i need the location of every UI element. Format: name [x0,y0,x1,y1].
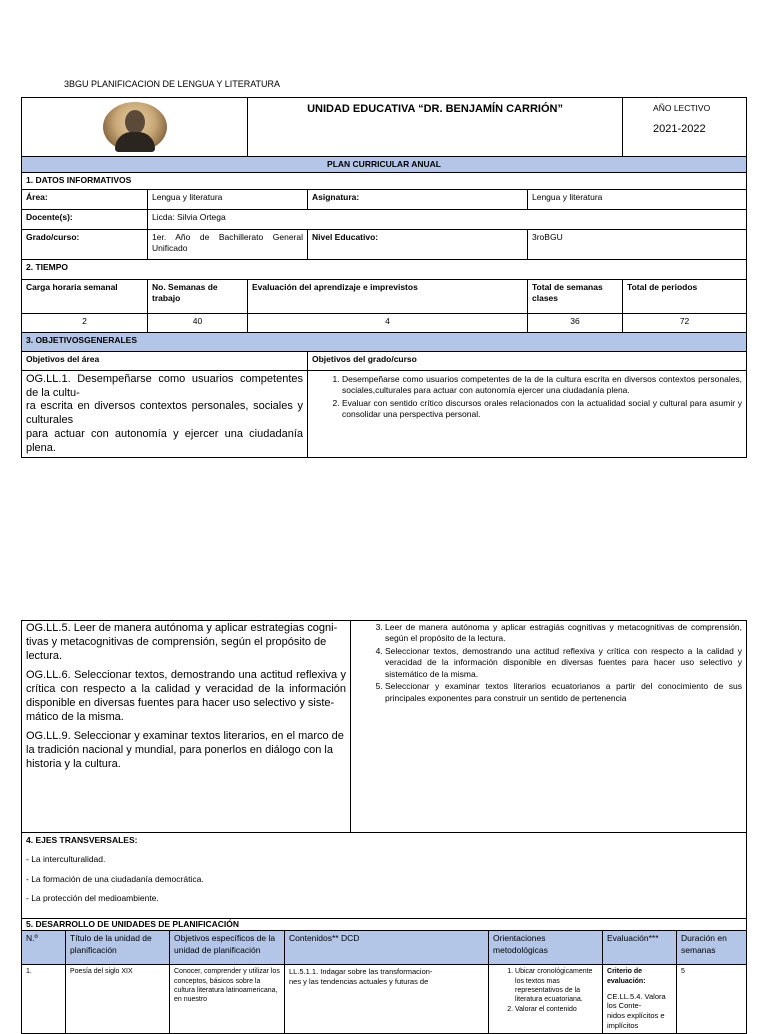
desarrollo-header: Duración en semanas [677,931,747,965]
list-item: - La interculturalidad. [26,854,106,865]
ejes-section-title: 4. EJES TRANSVERSALES: [26,835,138,845]
list-item: 2. Valorar el contenido [515,1005,598,1014]
objetivos-area-text: OG.LL.1. Desempeñarse como usuarios competentes de la cultu- ra escrita en diversos contextos personales, sociales y culturales para actuar con autonomía y ejercer una ciudadanía plena. [22,370,308,458]
docente-label: Docente(s): [22,209,148,229]
list-item: 2. Evaluar con sentido crítico discursos orales relacionados con la actualidad social y cultural para asumir y consolidar una perspectiva personal. [342,398,742,421]
grado-value: 1er. Año de Bachillerato General Unificado [148,229,308,259]
objetivos-section-title: 3. OBJETIVOSGENERALES [22,332,747,351]
list-item: - La protección del medioambiente. [26,893,159,904]
row-evaluacion [603,965,677,1033]
tiempo-header: Carga horaria semanal [22,279,148,313]
row-number: 1. [22,965,66,1033]
desarrollo-header: Evaluación*** [603,931,677,965]
plan-table-top [21,97,747,458]
asignatura-label: Asignatura: [308,189,528,209]
list-item: 5. Seleccionar y examinar textos literarios ecuatorianos a partir del conocimiento de sus principales exponentes para construir un sentido de pertenencia [385,681,742,704]
logo-cell [22,98,248,157]
objetivos-grado-list-2 [351,621,747,833]
tiempo-header: Total de semanas clases [528,279,623,313]
year-label: AÑO LECTIVO [653,103,711,113]
objetivo-area-ll6: OG.LL.6. Seleccionar textos, demostrando una actitud reflexiva y crítica con respecto a la calidad y veracidad de la información disponible en diversas fuentes para hacer uso selectivo y siste- mático de la misma. [26,669,347,723]
row-titulo: Poesía del siglo XIX [66,965,170,1033]
desarrollo-section-title: 5. DESARROLLO DE UNIDADES DE PLANIFICACIÓN [22,919,747,931]
eval-label: Criterio de evaluación: [607,968,646,985]
plan-table-continued [21,620,747,1034]
school-year-cell [623,98,747,157]
tiempo-section-title: 2. TIEMPO [22,259,747,279]
nivel-value: 3roBGU [528,229,747,259]
row-objetivos: Conocer, comprender y utilizar los conceptos, básicos sobre la cultura literatura latinoamericana, en nuestro [170,965,285,1033]
tiempo-value: 40 [148,313,248,332]
objetivos-area-cell-2 [22,621,351,833]
tiempo-value: 72 [623,313,747,332]
founder-portrait-icon [103,102,167,152]
asignatura-value: Lengua y literatura [528,189,747,209]
nivel-label: Nivel Educativo: [308,229,528,259]
objetivos-grado-header: Objetivos del grado/curso [308,351,747,370]
list-item: - La formación de una ciudadanía democrática. [26,873,204,884]
plan-title: PLAN CURRICULAR ANUAL [22,157,747,173]
document-header: 3BGU PLANIFICACION DE LENGUA Y LITERATURA [64,79,281,89]
row-contenidos: LL.5.1.1. Indagar sobre las transformacion- nes y las tendencias actuales y futuras de [285,965,489,1033]
objetivos-grado-list [308,370,747,458]
docente-value: Licda: Silvia Ortega [148,209,747,229]
objetivos-area-header: Objetivos del área [22,351,308,370]
list-item: 4. Seleccionar textos, demostrando una actitud reflexiva y crítica con respecto a la calidad y veracidad de la información disponible en diversas fuentes para hacer uso selectivo y sistemático de la misma. [385,646,742,680]
grado-label: Grado/curso: [22,229,148,259]
desarrollo-header: Orientaciones metodológicas [489,931,603,965]
ejes-cell [22,833,747,919]
datos-section-title: 1. DATOS INFORMATIVOS [22,173,747,189]
list-item: 1. Desempeñarse como usuarios competentes de la de la cultura escrita en diversos contextos personales, sociales,culturales para actuar con autonomía ejercer una ciudadanía plena. [342,374,742,397]
row-orientaciones [489,965,603,1033]
tiempo-value: 4 [248,313,528,332]
area-label: Área: [22,189,148,209]
objetivo-area-ll5: OG.LL.5. Leer de manera autónoma y aplicar estrategias cogni- tivas y metacognitivas de comprensión, según el propósito de lectura. [26,622,338,662]
tiempo-header: No. Semanas de trabajo [148,279,248,313]
list-item: 1. Ubicar cronológicamente los textos mas representativos de la literatura ecuatoriana. [515,967,598,1003]
list-item: 3. Leer de manera autónoma y aplicar estragiás cognitivas y metacognitivas de comprensión, según el propósito de la lectura. [385,622,742,645]
tiempo-value: 2 [22,313,148,332]
desarrollo-header: Contenidos** DCD [285,931,489,965]
desarrollo-header: N.º [22,931,66,965]
tiempo-header: Evaluación del aprendizaje e imprevistos [248,279,528,313]
eval-text: CE.LL.5.4. Valora los Conte- nidos explícitos e implícitos [607,991,666,1030]
desarrollo-header: Título de la unidad de planificación [66,931,170,965]
desarrollo-header: Objetivos específicos de la unidad de planificación [170,931,285,965]
tiempo-header: Total de periodos [623,279,747,313]
school-name: UNIDAD EDUCATIVA “DR. BENJAMÍN CARRIÓN” [248,98,623,157]
year-value: 2021-2022 [653,123,706,136]
tiempo-value: 36 [528,313,623,332]
area-value: Lengua y literatura [148,189,308,209]
objetivo-area-ll9: OG.LL.9. Seleccionar y examinar textos literarios, en el marco de la tradición nacional y mundial, para ponerlos en diálogo con la historia y la cultura. [26,730,344,770]
row-duracion: 5 [677,965,747,1033]
